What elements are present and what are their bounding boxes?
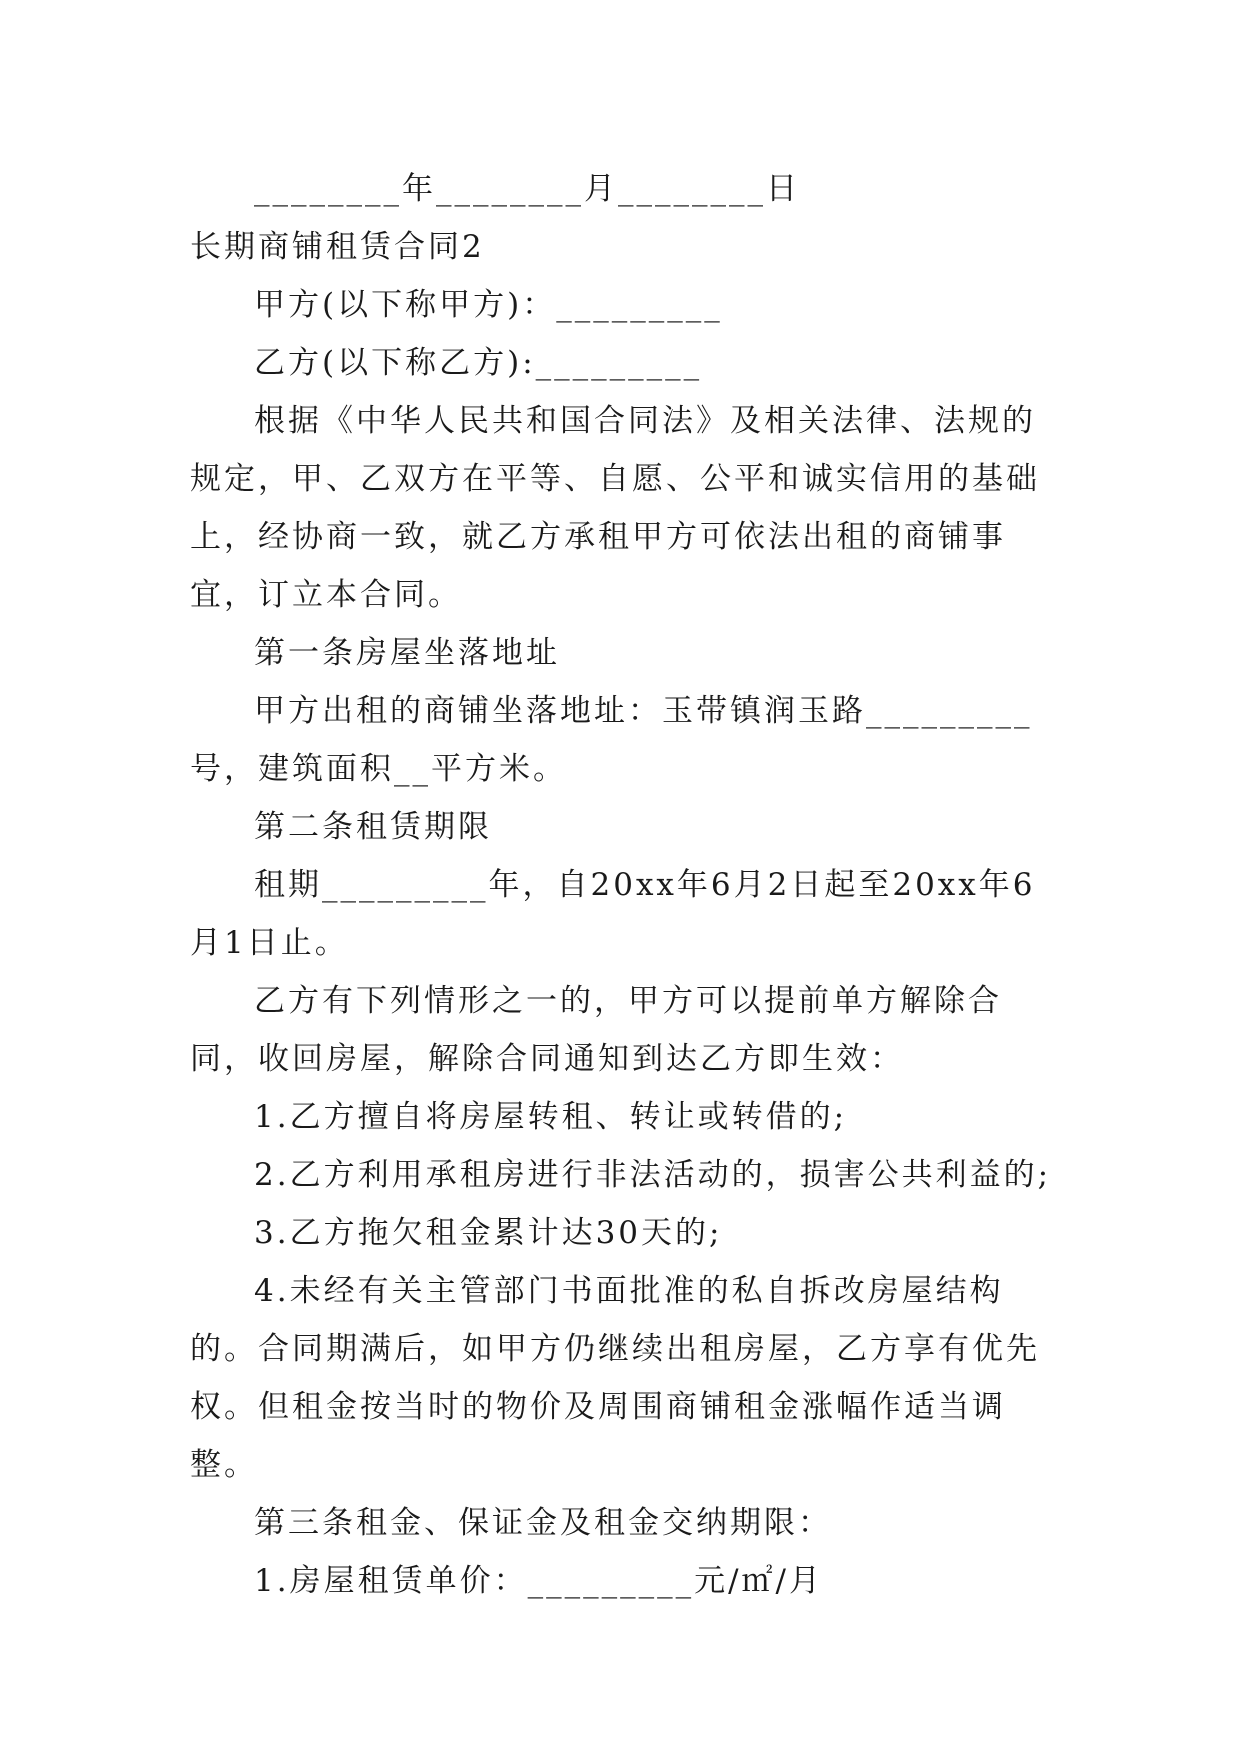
party-a-line: 甲方(以下称甲方)：_________	[254, 287, 723, 323]
termination-item-1: 1.乙方擅自将房屋转租、转让或转借的;	[254, 1099, 848, 1135]
date-line: ________年________月________日	[254, 171, 800, 207]
lease-term-paragraph: 租期_________年，自20xx年6月2日起至20xx年6月1日止。	[190, 867, 1036, 961]
article-1-heading: 第一条房屋坐落地址	[254, 635, 560, 671]
article-2-heading: 第二条租赁期限	[254, 809, 492, 845]
termination-item-3: 3.乙方拖欠租金累计达30天的;	[254, 1215, 723, 1251]
party-b-line: 乙方(以下称乙方):_________	[254, 345, 703, 381]
termination-item-2: 2.乙方利用承租房进行非法活动的，损害公共利益的;	[254, 1157, 1052, 1193]
preamble-paragraph: 根据《中华人民共和国合同法》及相关法律、法规的规定，甲、乙双方在平等、自愿、公平和诚实信用的基础上，经协商一致，就乙方承租甲方可依法出租的商铺事宜，订立本合同。	[190, 403, 1040, 613]
rent-unit-price-line: 1.房屋租赁单价：_________元/㎡/月	[254, 1563, 823, 1599]
article-1-address-paragraph: 甲方出租的商铺坐落地址：玉带镇润玉路_________号，建筑面积__平方米。	[190, 693, 1033, 787]
document-body	[190, 160, 1060, 1610]
termination-paragraph: 乙方有下列情形之一的，甲方可以提前单方解除合同，收回房屋，解除合同通知到达乙方即生效：	[190, 983, 1002, 1077]
article-3-heading: 第三条租金、保证金及租金交纳期限：	[254, 1505, 832, 1541]
termination-item-4: 4.未经有关主管部门书面批准的私自拆改房屋结构的。合同期满后，如甲方仍继续出租房屋，乙方享有优先权。但租金按当时的物价及周围商铺租金涨幅作适当调整。	[190, 1273, 1040, 1483]
document-title: 长期商铺租赁合同2	[190, 229, 485, 265]
